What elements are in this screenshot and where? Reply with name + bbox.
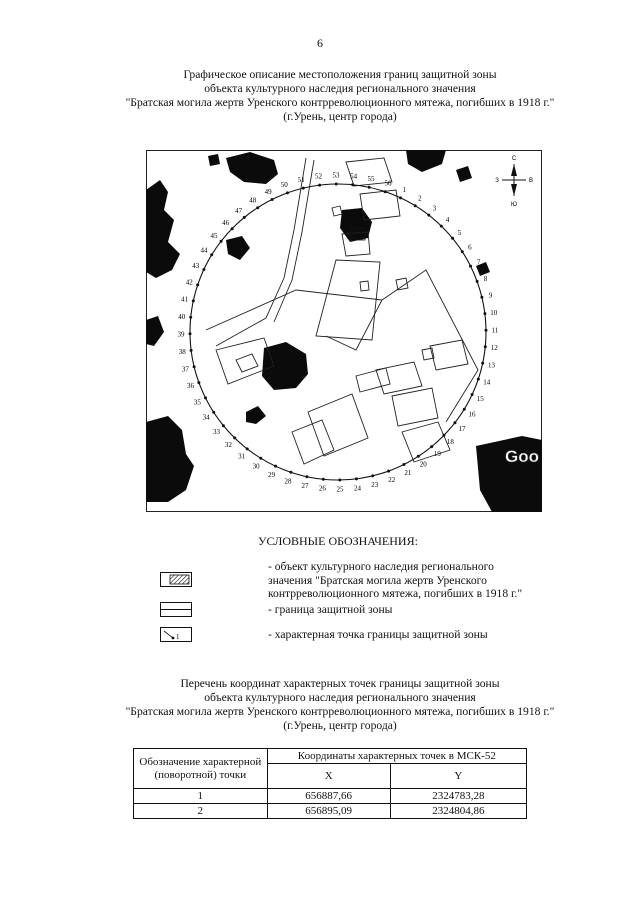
boundary-point-label: 17 bbox=[458, 424, 466, 433]
list-title-line-1: Перечень координат характерных точек границы защитной зоны bbox=[180, 677, 500, 690]
boundary-point-label: 11 bbox=[491, 326, 499, 335]
boundary-point-marker bbox=[196, 283, 199, 286]
header-point-designation: Обозначение характерной (поворотной) точки bbox=[134, 749, 268, 789]
boundary-point-label: 56 bbox=[384, 179, 392, 188]
hatched-object-symbol bbox=[160, 572, 192, 587]
boundary-point-label: 51 bbox=[297, 175, 305, 184]
boundary-point-label: 50 bbox=[280, 181, 288, 189]
boundary-point-label: 39 bbox=[177, 330, 185, 339]
boundary-line-symbol bbox=[160, 602, 192, 617]
boundary-point-label: 46 bbox=[222, 218, 230, 227]
legend-item1-line1: - объект культурного наследия регионального bbox=[268, 560, 494, 573]
boundary-point-label: 53 bbox=[332, 171, 340, 180]
boundary-point-label: 6 bbox=[468, 243, 472, 252]
row-y: 2324804,86 bbox=[390, 804, 526, 819]
header-coordinates: Координаты характерных точек в МСК-52 bbox=[267, 749, 526, 764]
boundary-point-label: 21 bbox=[404, 469, 412, 478]
boundary-point-label: 36 bbox=[187, 382, 194, 391]
map-canvas bbox=[146, 150, 542, 512]
boundary-point-label: 5 bbox=[457, 229, 462, 238]
boundary-point-label: 34 bbox=[202, 413, 210, 422]
boundary-point-marker bbox=[212, 411, 215, 414]
title-line-2: объекта культурного наследия регионального значения bbox=[204, 82, 476, 95]
boundary-point-marker bbox=[271, 198, 274, 201]
compass-west-label: З bbox=[495, 178, 499, 184]
boundary-point-label: 9 bbox=[488, 291, 493, 300]
boundary-point-marker bbox=[414, 204, 417, 207]
boundary-point-marker bbox=[233, 436, 236, 439]
boundary-point-label: 19 bbox=[433, 450, 441, 458]
boundary-point-label: 35 bbox=[193, 398, 201, 407]
coordinates-table bbox=[133, 748, 527, 819]
boundary-point-marker bbox=[231, 227, 234, 230]
boundary-point-label: 15 bbox=[476, 394, 484, 403]
boundary-point-label: 29 bbox=[268, 470, 276, 479]
boundary-point-marker bbox=[384, 190, 387, 193]
boundary-point-label: 33 bbox=[213, 427, 220, 436]
boundary-point-marker bbox=[210, 253, 213, 256]
boundary-point-marker bbox=[189, 332, 192, 335]
list-title-line-4: (г.Урень, центр города) bbox=[283, 719, 397, 732]
row-point: 1 bbox=[134, 789, 268, 804]
page-number: 6 bbox=[317, 36, 323, 50]
boundary-point-label: 47 bbox=[235, 207, 243, 215]
boundary-point-marker bbox=[338, 479, 341, 482]
boundary-point-marker bbox=[289, 471, 292, 474]
boundary-point-label: 14 bbox=[483, 378, 491, 387]
boundary-point-marker bbox=[202, 268, 205, 271]
map-watermark: Goo bbox=[505, 447, 539, 466]
boundary-point-label: 48 bbox=[249, 196, 257, 205]
boundary-point-marker bbox=[351, 183, 354, 186]
boundary-point-label: 2 bbox=[418, 194, 422, 203]
boundary-point-label: 38 bbox=[178, 348, 186, 356]
boundary-point-marker bbox=[322, 478, 325, 481]
boundary-point-marker bbox=[197, 381, 200, 384]
header-x: X bbox=[267, 764, 390, 789]
boundary-point-label: 31 bbox=[238, 452, 246, 461]
boundary-point-marker bbox=[440, 225, 443, 228]
boundary-point-label: 20 bbox=[419, 460, 427, 469]
boundary-point-label: 24 bbox=[354, 484, 361, 493]
boundary-point-marker bbox=[192, 299, 195, 302]
boundary-point-marker bbox=[387, 470, 390, 473]
row-point: 2 bbox=[134, 804, 268, 819]
boundary-point-label: 30 bbox=[252, 462, 260, 471]
table-row bbox=[134, 804, 527, 819]
boundary-point-label: 49 bbox=[264, 187, 272, 196]
boundary-point-label: 27 bbox=[301, 482, 309, 490]
boundary-point-label: 40 bbox=[178, 312, 186, 321]
legend-item1-line2: значения "Братская могила жертв Уренского bbox=[268, 573, 487, 587]
boundary-point-label: 13 bbox=[488, 361, 495, 370]
boundary-point-label: 44 bbox=[200, 246, 208, 255]
boundary-point-marker bbox=[193, 365, 196, 368]
compass-south-label: Ю bbox=[510, 202, 518, 208]
boundary-point-marker bbox=[355, 477, 358, 480]
boundary-point-marker bbox=[305, 475, 308, 478]
boundary-point-label: 52 bbox=[315, 172, 322, 181]
boundary-point-label: 7 bbox=[476, 258, 481, 267]
title-line-4: (г.Урень, центр города) bbox=[283, 110, 397, 123]
boundary-point-marker bbox=[318, 184, 321, 187]
boundary-point-label: 18 bbox=[446, 438, 454, 447]
legend-heading: УСЛОВНЫЕ ОБОЗНАЧЕНИЯ: bbox=[258, 534, 418, 548]
boundary-point-label: 55 bbox=[367, 175, 375, 183]
boundary-point-marker bbox=[461, 250, 464, 253]
list-title-line-3: "Братская могила жертв Уренского контрреволюционного мятежа, погибших в 1918 г." bbox=[125, 705, 555, 718]
boundary-point-marker bbox=[451, 237, 454, 240]
boundary-point-label: 45 bbox=[210, 232, 218, 241]
boundary-point-label: 43 bbox=[192, 262, 200, 271]
boundary-point-label: 41 bbox=[181, 295, 188, 304]
legend-item1-line3: контрреволюционного мятежа, погибших в 1918 г." bbox=[268, 587, 523, 600]
boundary-point-marker bbox=[368, 186, 371, 189]
coordinates-list-title bbox=[60, 677, 620, 733]
table-row bbox=[134, 789, 527, 804]
boundary-point-label: 23 bbox=[371, 481, 379, 490]
boundary-point-marker bbox=[371, 474, 374, 477]
boundary-point-marker bbox=[417, 455, 420, 458]
boundary-point-marker bbox=[430, 445, 433, 448]
boundary-point-marker bbox=[480, 296, 483, 299]
boundary-point-marker bbox=[483, 312, 486, 315]
title-line-3: "Братская могила жертв Уренского контрреволюционного мятежа, погибших в 1918 г." bbox=[125, 96, 555, 109]
boundary-point-label: 10 bbox=[490, 309, 498, 317]
boundary-point-marker bbox=[256, 206, 259, 209]
list-title-line-2: объекта культурного наследия регионального значения bbox=[204, 691, 476, 704]
boundary-point-marker bbox=[286, 191, 289, 194]
title-line-1: Графическое описание местоположения границ защитной зоны bbox=[183, 68, 497, 81]
boundary-point-label: 1 bbox=[402, 186, 407, 195]
boundary-point-marker bbox=[476, 280, 479, 283]
document-title bbox=[60, 68, 620, 124]
boundary-point-label: 26 bbox=[318, 484, 326, 493]
boundary-point-marker bbox=[220, 240, 223, 243]
boundary-point-marker bbox=[463, 408, 466, 411]
boundary-point-marker bbox=[204, 396, 207, 399]
boundary-point-marker bbox=[246, 447, 249, 450]
protection-zone-map bbox=[146, 150, 542, 512]
boundary-point-label: 25 bbox=[336, 485, 344, 494]
boundary-point-marker bbox=[402, 463, 405, 466]
boundary-point-marker bbox=[259, 457, 262, 460]
legend-item1-text bbox=[268, 560, 522, 601]
boundary-point-label: 12 bbox=[490, 344, 498, 353]
boundary-point-symbol-label: 1 bbox=[176, 633, 180, 641]
boundary-point-label: 37 bbox=[181, 365, 189, 374]
compass-east-label: В bbox=[528, 178, 534, 184]
boundary-point-marker bbox=[222, 424, 225, 427]
boundary-point-marker bbox=[274, 465, 277, 468]
heritage-object bbox=[351, 228, 365, 240]
boundary-point-marker bbox=[484, 345, 487, 348]
boundary-point-marker bbox=[477, 378, 480, 381]
row-x: 656895,09 bbox=[267, 804, 390, 819]
row-y: 2324783,28 bbox=[390, 789, 526, 804]
row-x: 656887,66 bbox=[267, 789, 390, 804]
boundary-point-label: 8 bbox=[483, 274, 488, 283]
boundary-point-marker bbox=[442, 434, 445, 437]
legend-item2-text: - граница защитной зоны bbox=[268, 603, 393, 616]
boundary-point-marker bbox=[485, 329, 488, 332]
boundary-point-label: 32 bbox=[224, 440, 232, 449]
boundary-point-marker bbox=[471, 393, 474, 396]
boundary-point-label: 28 bbox=[284, 477, 292, 486]
boundary-point-marker bbox=[335, 183, 338, 186]
boundary-point-label: 4 bbox=[445, 216, 450, 225]
boundary-point-marker bbox=[469, 265, 472, 268]
boundary-point-marker bbox=[243, 216, 246, 219]
compass-north-label: С bbox=[511, 156, 517, 162]
boundary-point-label: 22 bbox=[388, 476, 396, 484]
legend-item3-text: - характерная точка границы защитной зоны bbox=[268, 628, 488, 641]
boundary-point-marker bbox=[399, 196, 402, 199]
boundary-point-marker bbox=[302, 187, 305, 190]
boundary-point-label: 16 bbox=[468, 410, 476, 419]
boundary-point-marker bbox=[453, 421, 456, 424]
boundary-point-marker bbox=[427, 214, 430, 217]
boundary-point-marker bbox=[190, 349, 193, 352]
boundary-point-label: 54 bbox=[350, 172, 358, 181]
boundary-point-label: 3 bbox=[432, 204, 437, 213]
header-y: Y bbox=[390, 764, 526, 789]
boundary-point-symbol bbox=[160, 627, 192, 642]
boundary-point-label: 42 bbox=[185, 278, 193, 287]
boundary-point-marker bbox=[189, 316, 192, 319]
boundary-point-marker bbox=[481, 362, 484, 365]
